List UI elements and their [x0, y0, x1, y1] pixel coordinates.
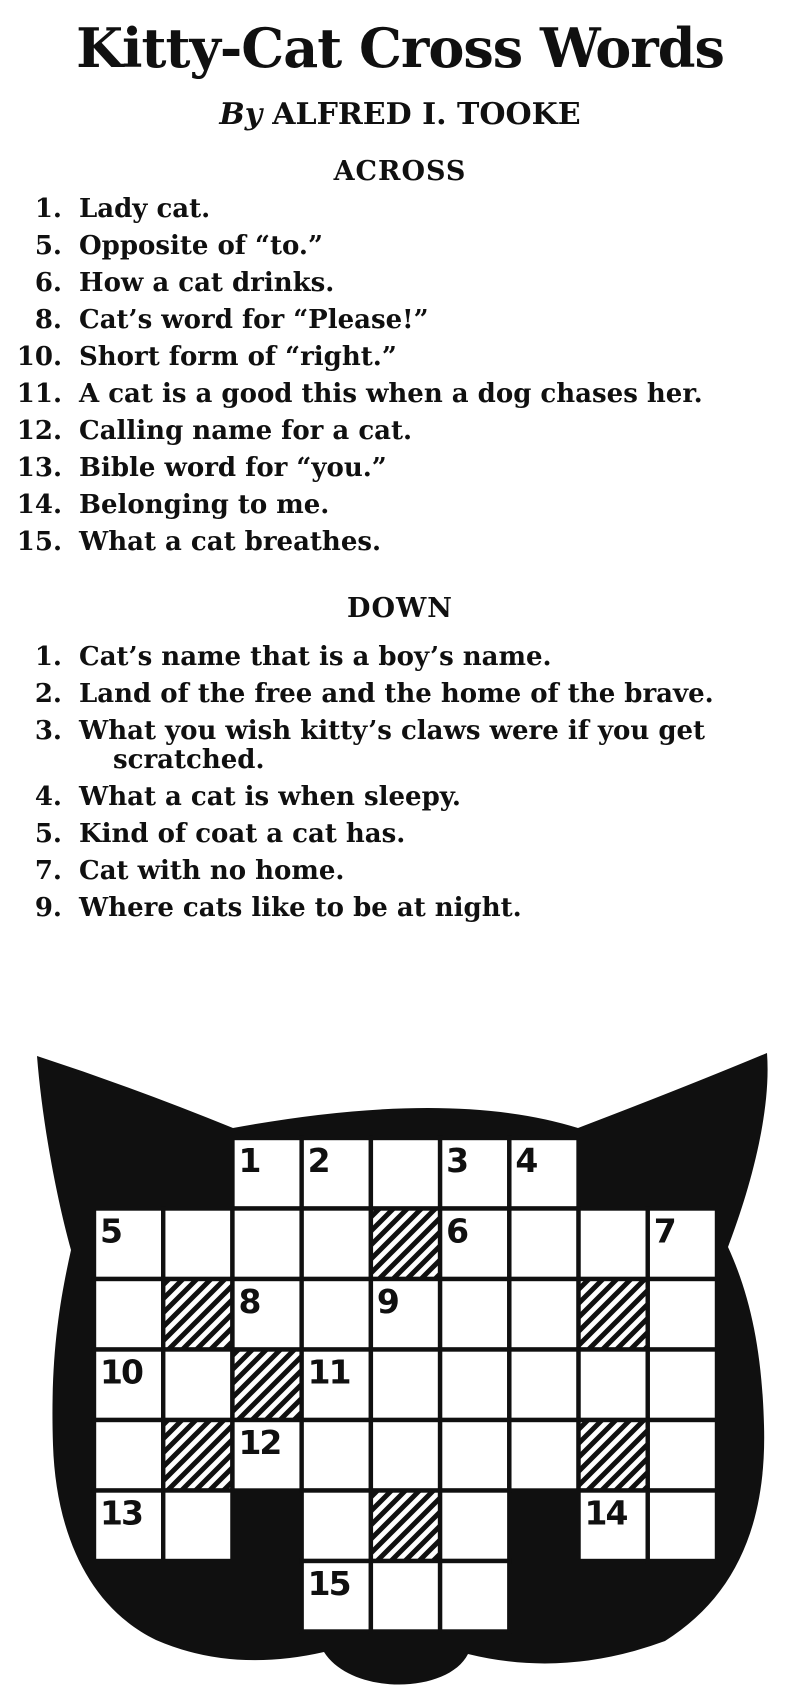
cell-number: 5: [100, 1211, 121, 1251]
clue-text: Bible word for “you.”: [79, 453, 387, 483]
cell-number: 6: [446, 1211, 468, 1251]
clue-number: 11.: [16, 379, 62, 409]
clue-text: Lady cat.: [79, 194, 211, 224]
grid-cell[interactable]: [163, 1350, 232, 1421]
cell-number: 2: [307, 1141, 329, 1180]
grid-cell[interactable]: [509, 1420, 578, 1491]
grid-cell[interactable]: [440, 1279, 509, 1350]
grid-cell[interactable]: [440, 1491, 509, 1562]
down-clue: [0, 820, 790, 849]
grid-cell[interactable]: [163, 1209, 232, 1280]
across-clue: [0, 269, 790, 298]
down-clue-list: [0, 643, 790, 931]
clue-text: Opposite of “to.”: [79, 231, 323, 261]
clue-text: What you wish kitty’s claws were if you get scratched.: [79, 716, 706, 775]
down-clue: [0, 643, 790, 672]
clue-number: 1.: [34, 642, 62, 672]
grid-cell[interactable]: [579, 1350, 648, 1421]
grid-cell[interactable]: [509, 1209, 578, 1280]
clue-number: 5.: [34, 231, 62, 261]
clue-text: Cat with no home.: [79, 855, 345, 886]
down-clue: [0, 857, 790, 886]
blocked-cell: [232, 1350, 301, 1421]
blocked-cell: [163, 1279, 232, 1350]
cell-number: 1: [238, 1141, 260, 1180]
clue-text: What a cat breathes.: [79, 527, 382, 557]
byline: [0, 97, 800, 132]
grid-cell[interactable]: [302, 1209, 371, 1280]
down-heading: DOWN: [347, 593, 453, 624]
grid-cell[interactable]: [94, 1279, 163, 1350]
across-clue: [0, 343, 790, 372]
across-clue-list: [0, 195, 790, 565]
cell-number: 12: [238, 1423, 281, 1462]
clue-number: 1.: [34, 194, 62, 224]
across-clue: [0, 528, 790, 557]
clue-text: Land of the free and the home of the brave.: [79, 679, 714, 709]
across-clue: [0, 380, 790, 409]
clue-number: 7.: [34, 855, 62, 886]
clue-text: Belonging to me.: [79, 490, 330, 520]
across-clue: [0, 491, 790, 520]
grid-cell[interactable]: [232, 1209, 301, 1280]
across-clue: [0, 454, 790, 483]
grid-cell[interactable]: [509, 1279, 578, 1350]
clue-text: Cat’s word for “Please!”: [79, 305, 429, 335]
clue-text: Calling name for a cat.: [79, 416, 413, 446]
grid-cell[interactable]: [371, 1420, 440, 1491]
grid-cell[interactable]: [648, 1279, 717, 1350]
cell-number: 14: [584, 1493, 627, 1533]
across-clue: [0, 417, 790, 446]
cell-number: 10: [100, 1352, 142, 1392]
cell-number: 15: [307, 1564, 350, 1603]
down-clue: [0, 680, 790, 709]
across-heading: ACROSS: [333, 156, 467, 187]
crossword-grid: [94, 1138, 717, 1632]
clue-text: What a cat is when sleepy.: [79, 781, 461, 812]
across-clue: [0, 232, 790, 261]
cell-number: 3: [446, 1141, 468, 1180]
clue-text: How a cat drinks.: [79, 268, 335, 298]
across-clue: [0, 306, 790, 335]
grid-cell[interactable]: [371, 1561, 440, 1632]
down-clue: [0, 894, 790, 923]
byline-author: ALFRED I. TOOKE: [272, 97, 581, 132]
across-clue: [0, 195, 790, 224]
cell-number: 8: [238, 1282, 260, 1321]
down-clue: [0, 717, 790, 774]
clue-text: Short form of “right.”: [79, 342, 397, 372]
grid-cell[interactable]: [371, 1350, 440, 1421]
page-title: Kitty-Cat Cross Words: [76, 16, 724, 80]
down-clue: [0, 783, 790, 812]
grid-cell[interactable]: [163, 1491, 232, 1562]
grid-cell[interactable]: [440, 1561, 509, 1632]
blocked-cell: [163, 1420, 232, 1491]
clue-text: A cat is a good this when a dog chases her.: [79, 379, 703, 409]
cell-number: 13: [100, 1493, 142, 1533]
clue-number: 5.: [34, 818, 62, 849]
grid-cell[interactable]: [371, 1138, 440, 1209]
grid-cell[interactable]: [509, 1350, 578, 1421]
grid-cell[interactable]: [302, 1279, 371, 1350]
clue-text: Kind of coat a cat has.: [79, 818, 406, 849]
clue-number: 9.: [34, 892, 62, 923]
grid-cell[interactable]: [648, 1491, 717, 1562]
blocked-cell: [371, 1209, 440, 1280]
grid-cell[interactable]: [302, 1420, 371, 1491]
grid-cell[interactable]: [94, 1420, 163, 1491]
clue-number: 12.: [16, 416, 62, 446]
clue-number: 4.: [34, 781, 62, 812]
clue-number: 10.: [16, 342, 62, 372]
clue-number: 13.: [16, 453, 62, 483]
cell-number: 9: [376, 1282, 398, 1321]
clue-number: 2.: [34, 679, 62, 709]
clue-number: 14.: [16, 490, 62, 520]
clue-number: 15.: [16, 527, 62, 557]
clue-text: Where cats like to be at night.: [79, 892, 522, 923]
cat-head-puzzle: [0, 1000, 800, 1692]
clue-number: 3.: [34, 716, 62, 746]
cell-number: 7: [653, 1211, 675, 1251]
cell-number: 4: [515, 1141, 537, 1180]
grid-cell[interactable]: [648, 1350, 717, 1421]
grid-cell[interactable]: [579, 1209, 648, 1280]
clue-text: Cat’s name that is a boy’s name.: [79, 642, 552, 672]
blocked-cell: [579, 1420, 648, 1491]
byline-by: By: [219, 97, 263, 132]
grid-cell[interactable]: [302, 1491, 371, 1562]
cell-number: 11: [307, 1352, 350, 1392]
blocked-cell: [371, 1491, 440, 1562]
blocked-cell: [579, 1279, 648, 1350]
clue-number: 8.: [34, 305, 62, 335]
grid-cell[interactable]: [648, 1420, 717, 1491]
grid-cell[interactable]: [440, 1420, 509, 1491]
clue-number: 6.: [34, 268, 62, 298]
grid-cell[interactable]: [440, 1350, 509, 1421]
